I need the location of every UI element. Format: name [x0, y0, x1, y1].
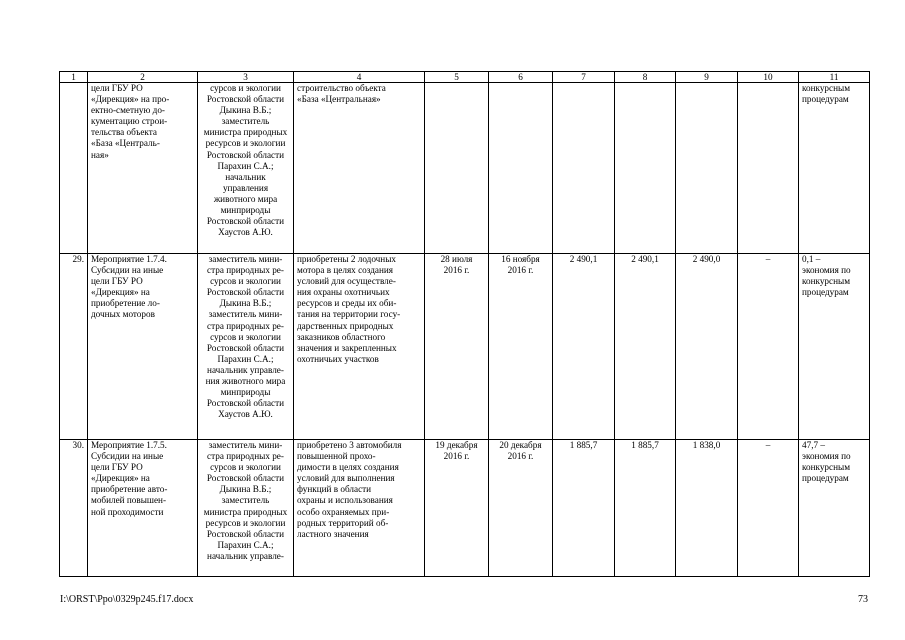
header-cell-5: 5 [425, 72, 489, 83]
header-cell-1: 1 [60, 72, 88, 83]
event-cell: Мероприятие 1.7.4. Субсидии на иные цели ГБУ РО «Дирекция» на приобретение ло- дочных моторов [88, 254, 198, 440]
header-cell-8: 8 [615, 72, 676, 83]
responsible-cell: сурсов и экологии Ростовской области Дыкина В.Б.; заместитель министра природных ресурсов и экологии Ростовской области Парахин С.А.; начальник управления животного мира минприроды Ростовской области Хаустов А.Ю. [198, 83, 294, 254]
header-cell-2: 2 [88, 72, 198, 83]
event-cell: цели ГБУ РО «Дирекция» на про- ектно-сметную до- кументацию строи- тельства объекта «База «Централь- ная» [88, 83, 198, 254]
plan-amount-cell: 2 490,1 [553, 254, 615, 440]
plan-amount-cell: 1 885,7 [553, 440, 615, 577]
contract-amount-cell: 1 885,7 [615, 440, 676, 577]
row-number: 30. [60, 440, 88, 577]
header-cell-4: 4 [294, 72, 425, 83]
fact-amount-cell: 1 838,0 [676, 440, 738, 577]
fact-date-cell [489, 83, 553, 254]
contract-amount-cell: 2 490,1 [615, 254, 676, 440]
footer-file-path: I:\ORST\Ppo\0329p245.f17.docx [60, 594, 194, 605]
row-number: 29. [60, 254, 88, 440]
plan-date-cell: 19 декабря 2016 г. [425, 440, 489, 577]
header-cell-6: 6 [489, 72, 553, 83]
contract-amount-cell [615, 83, 676, 254]
header-cell-3: 3 [198, 72, 294, 83]
plan-date-cell: 28 июля 2016 г. [425, 254, 489, 440]
header-cell-10: 10 [738, 72, 799, 83]
header-cell-11: 11 [799, 72, 870, 83]
report-table [59, 71, 870, 577]
responsible-cell: заместитель мини- стра природных ре- сурсов и экологии Ростовской области Дыкина В.Б.; заместитель мини- стра природных ре- сурсов и экологии Ростовской области Парахин С.А.; начальник управле- ния животного мира минприроды Ростовской области Хаустов А.Ю. [198, 254, 294, 440]
page-number: 73 [858, 594, 868, 605]
note-cell: конкурсным процедурам [799, 83, 870, 254]
table-row [60, 440, 870, 577]
result-cell: приобретены 2 лодочных мотора в целях создания условий для осуществле- ния охраны охотничьих ресурсов и среды их оби- тания на территории госу- дарственных природных заказников областного значения и закрепленных охотничьих участков [294, 254, 425, 440]
header-row [60, 72, 870, 83]
col10-cell: – [738, 440, 799, 577]
header-cell-7: 7 [553, 72, 615, 83]
plan-amount-cell [553, 83, 615, 254]
plan-date-cell [425, 83, 489, 254]
row-number [60, 83, 88, 254]
note-cell: 0,1 – экономия по конкурсным процедурам [799, 254, 870, 440]
col10-cell: – [738, 254, 799, 440]
result-cell: строительство объекта «База «Центральная» [294, 83, 425, 254]
col10-cell [738, 83, 799, 254]
fact-date-cell: 20 декабря 2016 г. [489, 440, 553, 577]
result-cell: приобретено 3 автомобиля повышенной прохо- димости в целях создания условий для выполнения функций в области охраны и использования особо охраняемых при- родных территорий об- ластного значения [294, 440, 425, 577]
event-cell: Мероприятие 1.7.5. Субсидии на иные цели ГБУ РО «Дирекция» на приобретение авто- мобилей повышен- ной проходимости [88, 440, 198, 577]
note-cell: 47,7 – экономия по конкурсным процедурам [799, 440, 870, 577]
responsible-cell: заместитель мини- стра природных ре- сурсов и экологии Ростовской области Дыкина В.Б.; заместитель министра природных ресурсов и экологии Ростовской области Парахин С.А.; начальник управле- [198, 440, 294, 577]
table-row [60, 83, 870, 254]
header-cell-9: 9 [676, 72, 738, 83]
fact-date-cell: 16 ноября 2016 г. [489, 254, 553, 440]
fact-amount-cell [676, 83, 738, 254]
table-row [60, 254, 870, 440]
fact-amount-cell: 2 490,0 [676, 254, 738, 440]
